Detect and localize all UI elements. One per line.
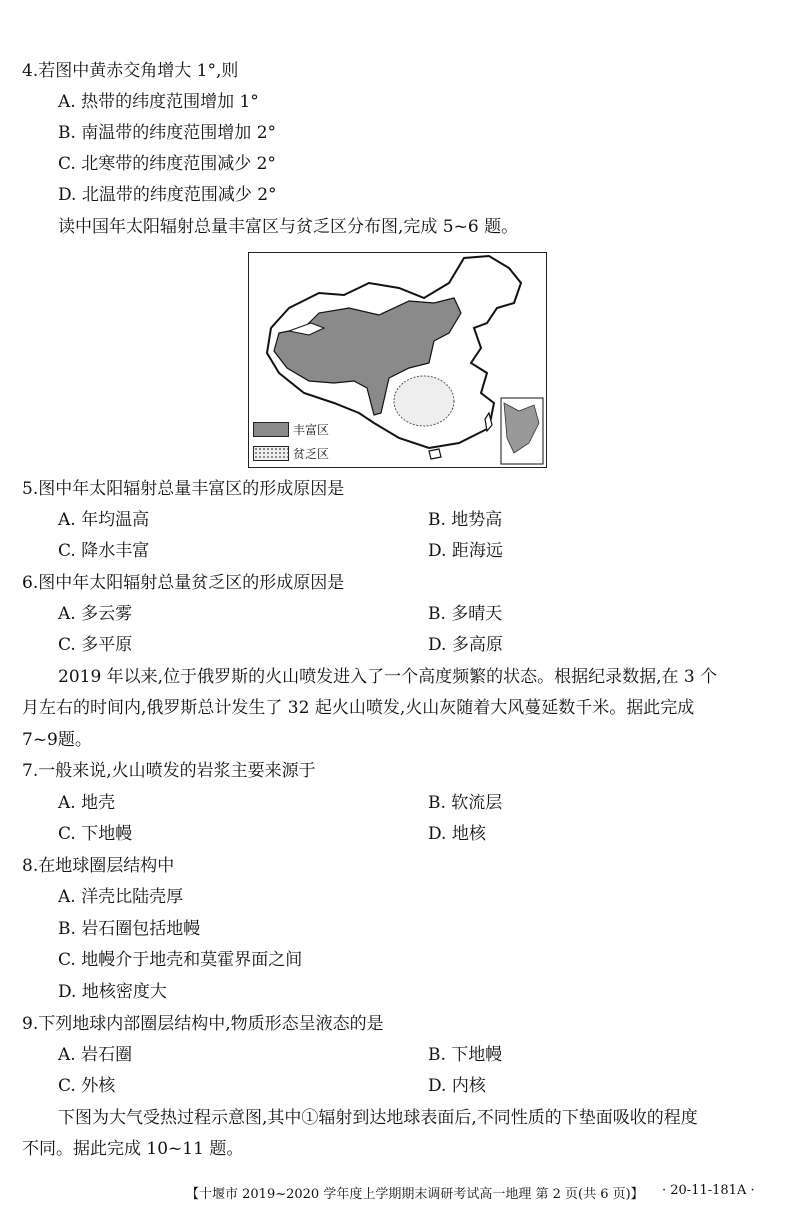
q4-option-a: A. 热带的纬度范围增加 1° bbox=[58, 92, 259, 112]
q7-option-c: C. 下地幔 bbox=[58, 824, 133, 844]
china-solar-radiation-map bbox=[248, 252, 547, 468]
q5-option-a: A. 年均温高 bbox=[58, 510, 150, 530]
legend-rich bbox=[253, 421, 329, 438]
q5-option-c: C. 降水丰富 bbox=[58, 541, 150, 561]
poor-region bbox=[394, 376, 454, 426]
page-footer: 【十堰市 2019~2020 学年度上学期期末调研考试高一地理 第 2 页(共 6 页)】 bbox=[186, 1187, 644, 1202]
q6-option-b: B. 多晴天 bbox=[428, 604, 503, 624]
legend-poor-label: 贫乏区 bbox=[293, 447, 330, 461]
page-footer-code: · 20-11-181A · bbox=[662, 1183, 755, 1198]
legend-rich-swatch bbox=[253, 422, 289, 437]
q7-option-a: A. 地壳 bbox=[58, 793, 116, 813]
q6-option-d: D. 多高原 bbox=[428, 635, 503, 655]
q6-option-c: C. 多平原 bbox=[58, 635, 133, 655]
intro-7-9-line-2: 月左右的时间内,俄罗斯总计发生了 32 起火山喷发,火山灰随着大风蔓延数千米。据此完成 bbox=[22, 698, 695, 718]
q6-option-a: A. 多云雾 bbox=[58, 604, 133, 624]
q9-stem: 9.下列地球内部圈层结构中,物质形态呈液态的是 bbox=[22, 1014, 384, 1034]
intro-7-9-line-3: 7~9题。 bbox=[22, 730, 92, 750]
q8-option-a: A. 洋壳比陆壳厚 bbox=[58, 887, 184, 907]
q5-option-b: B. 地势高 bbox=[428, 510, 503, 530]
q4-option-b: B. 南温带的纬度范围增加 2° bbox=[58, 123, 277, 143]
q4-option-c: C. 北寒带的纬度范围减少 2° bbox=[58, 154, 276, 174]
q7-option-d: D. 地核 bbox=[428, 824, 486, 844]
q8-option-d: D. 地核密度大 bbox=[58, 982, 167, 1002]
q5-option-d: D. 距海远 bbox=[428, 541, 503, 561]
intro-7-9-line-1: 2019 年以来,位于俄罗斯的火山喷发进入了一个高度频繁的状态。根据纪录数据,在 3 个 bbox=[58, 667, 718, 687]
q7-option-b: B. 软流层 bbox=[428, 793, 503, 813]
q9-option-b: B. 下地幔 bbox=[428, 1045, 503, 1065]
q4-stem: 4.若图中黄赤交角增大 1°,则 bbox=[22, 61, 239, 81]
q4-option-d: D. 北温带的纬度范围减少 2° bbox=[58, 185, 277, 205]
q8-option-c: C. 地幔介于地壳和莫霍界面之间 bbox=[58, 950, 303, 970]
q9-option-c: C. 外核 bbox=[58, 1076, 116, 1096]
intro-5-6: 读中国年太阳辐射总量丰富区与贫乏区分布图,完成 5~6 题。 bbox=[58, 217, 519, 237]
intro-10-11-line-2: 不同。据此完成 10~11 题。 bbox=[22, 1139, 244, 1159]
q9-option-a: A. 岩石圈 bbox=[58, 1045, 133, 1065]
q9-option-d: D. 内核 bbox=[428, 1076, 486, 1096]
legend-poor-swatch bbox=[253, 446, 289, 461]
legend-poor bbox=[253, 445, 329, 462]
q5-stem: 5.图中年太阳辐射总量丰富区的形成原因是 bbox=[22, 479, 345, 499]
hainan-island bbox=[429, 449, 441, 459]
q8-stem: 8.在地球圈层结构中 bbox=[22, 856, 175, 876]
legend-rich-label: 丰富区 bbox=[293, 423, 330, 437]
q8-option-b: B. 岩石圈包括地幔 bbox=[58, 919, 201, 939]
q6-stem: 6.图中年太阳辐射总量贫乏区的形成原因是 bbox=[22, 573, 345, 593]
q7-stem: 7.一般来说,火山喷发的岩浆主要来源于 bbox=[22, 761, 316, 781]
intro-10-11-line-1: 下图为大气受热过程示意图,其中①辐射到达地球表面后,不同性质的下垫面吸收的程度 bbox=[58, 1108, 698, 1128]
